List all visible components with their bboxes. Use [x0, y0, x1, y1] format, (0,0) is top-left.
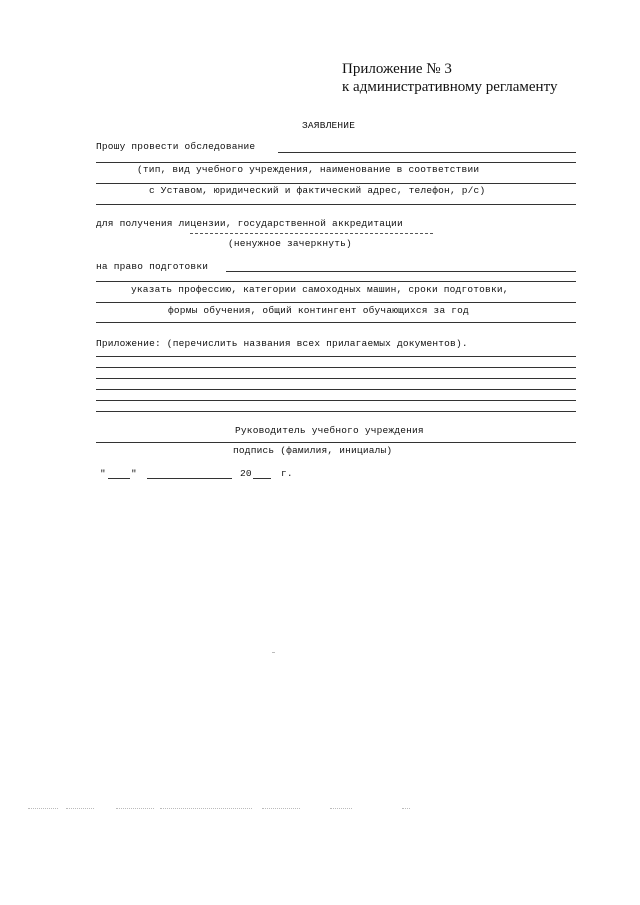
attachment-line-5[interactable] — [96, 400, 576, 401]
scan-artifact-line — [28, 808, 58, 809]
attachment-line-6[interactable] — [96, 411, 576, 412]
form-title: ЗАЯВЛЕНИЕ — [302, 120, 356, 131]
institution-line-1[interactable] — [278, 152, 576, 153]
signature-hint: подпись (фамилия, инициалы) — [233, 445, 393, 456]
appendix-header — [342, 60, 557, 96]
date-year-suffix: г. — [281, 468, 293, 479]
training-label: на право подготовки — [96, 261, 209, 272]
request-label: Прошу провести обследование — [96, 141, 256, 152]
date-day-line[interactable] — [108, 478, 130, 479]
attachment-line-2[interactable] — [96, 367, 576, 368]
scan-artifact-line — [160, 808, 252, 809]
scan-speck — [272, 652, 274, 653]
purpose-text: для получения лицензии, государственной аккредитации — [96, 218, 403, 229]
training-line-1[interactable] — [226, 271, 576, 272]
attachment-line-1[interactable] — [96, 356, 576, 357]
scan-artifact-line — [116, 808, 154, 809]
training-hint-1: указать профессию, категории самоходных машин, сроки подготовки, — [131, 284, 509, 295]
date-month-line[interactable] — [147, 478, 232, 479]
strike-hint: (ненужное зачеркнуть) — [228, 238, 352, 249]
scan-artifact-line — [330, 808, 352, 809]
institution-line-3[interactable] — [96, 183, 576, 184]
attachment-line-4[interactable] — [96, 389, 576, 390]
appendix-number: Приложение № 3 — [342, 61, 452, 77]
institution-line-4[interactable] — [96, 204, 576, 205]
attachment-label: Приложение: (перечислить названия всех прилагаемых документов). — [96, 338, 468, 349]
institution-line-2[interactable] — [96, 162, 576, 163]
date-open-quote: " — [100, 468, 106, 479]
scan-artifact-line — [262, 808, 300, 809]
training-line-2[interactable] — [96, 281, 576, 282]
training-line-3[interactable] — [96, 302, 576, 303]
attachment-line-3[interactable] — [96, 378, 576, 379]
institution-hint-2: с Уставом, юридический и фактический адрес, телефон, р/с) — [149, 185, 486, 196]
training-hint-2: формы обучения, общий контингент обучающихся за год — [168, 305, 469, 316]
date-year-prefix: 20 — [240, 468, 252, 479]
strikeout-dash-line — [190, 233, 433, 234]
date-year-line[interactable] — [253, 478, 271, 479]
institution-hint-1: (тип, вид учебного учреждения, наименование в соответствии — [137, 164, 480, 175]
regulation-reference: к административному регламенту — [342, 79, 558, 95]
training-line-4[interactable] — [96, 322, 576, 323]
scan-artifact-line — [66, 808, 94, 809]
signature-line[interactable] — [96, 442, 576, 443]
scan-artifact-line — [402, 808, 410, 809]
head-label: Руководитель учебного учреждения — [235, 425, 424, 436]
date-close-quote: " — [131, 468, 137, 479]
